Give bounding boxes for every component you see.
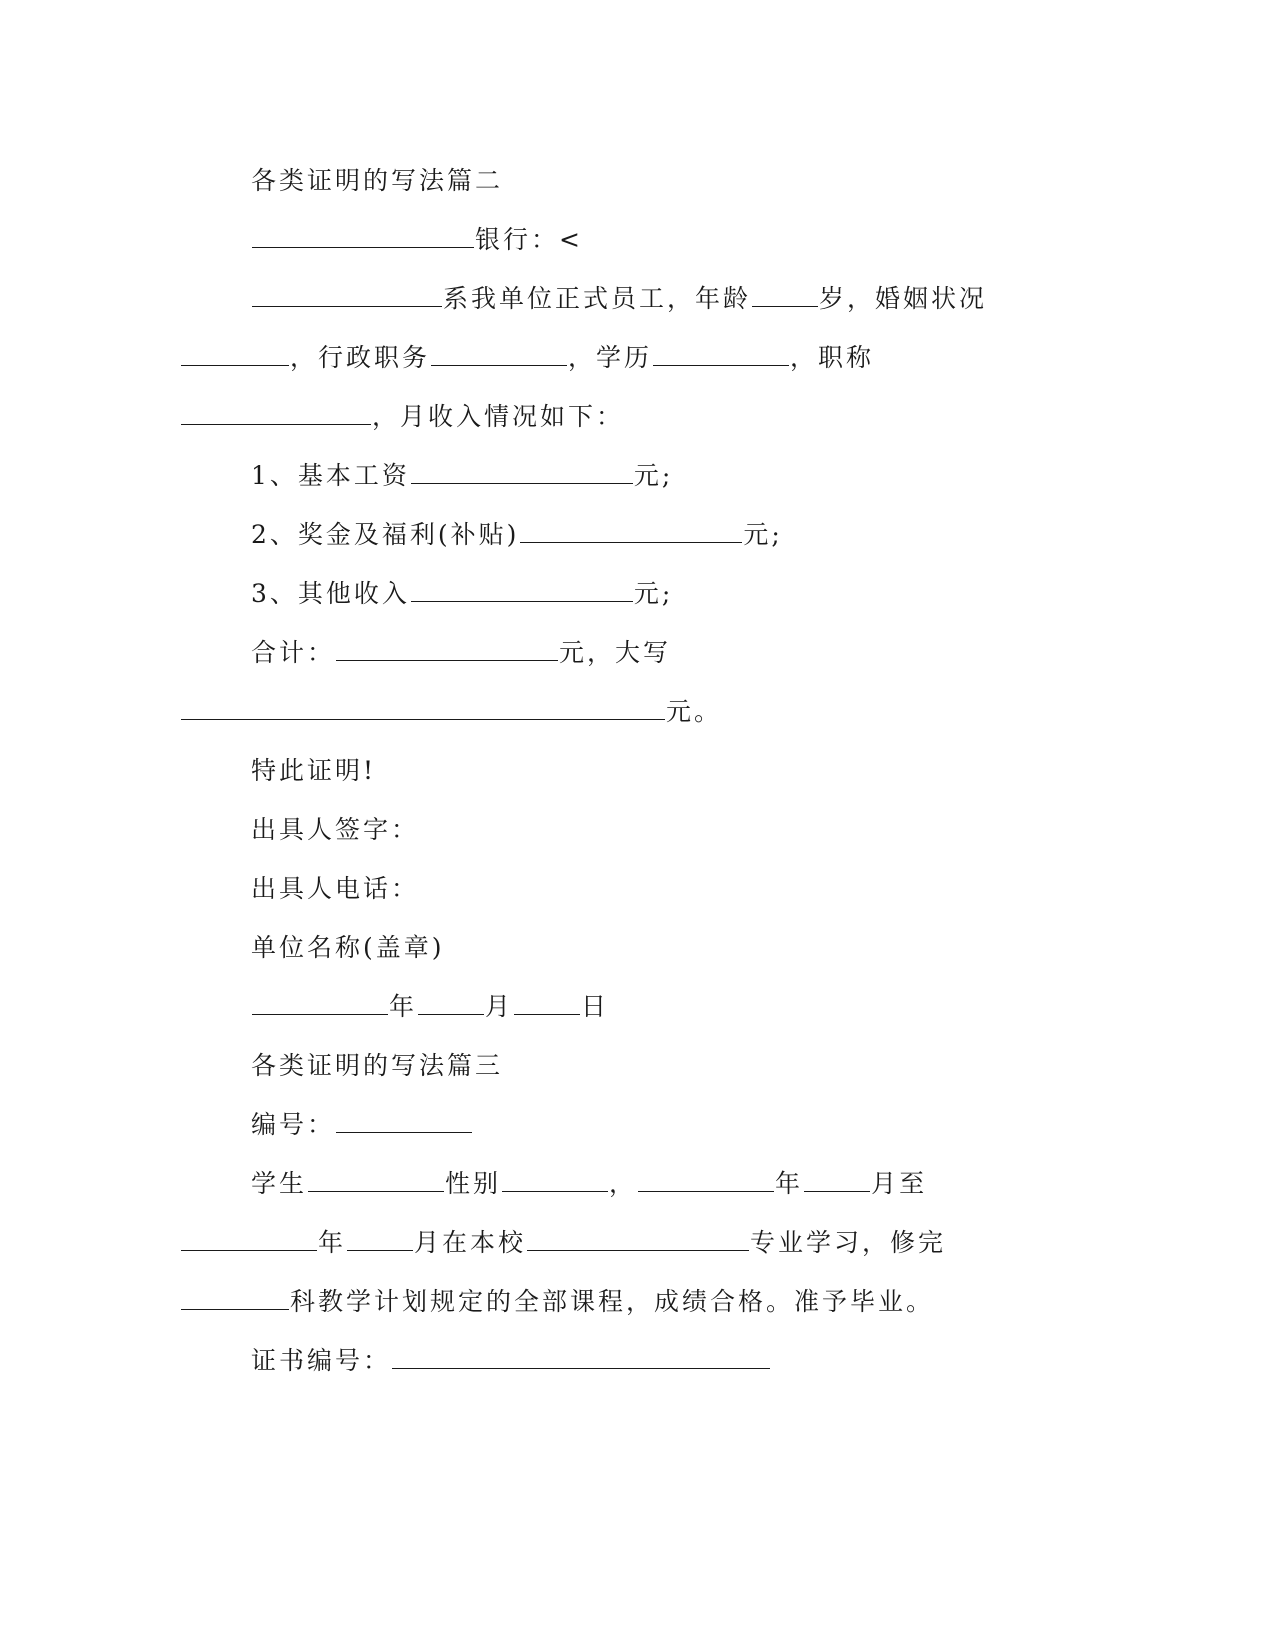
section-heading-2: 各类证明的写法篇二 [251, 166, 504, 195]
end-month-blank [347, 1228, 413, 1251]
graduation-line: 科教学计划规定的全部课程，成绩合格。准予毕业。 [180, 1285, 934, 1319]
income-intro-line: ，月收入情况如下： [180, 400, 624, 434]
income-item-2: 2、奖金及福利(补贴) 元; [251, 520, 783, 549]
signer-line: 出具人签字： [251, 815, 420, 844]
gender-blank [502, 1169, 608, 1192]
day-blank [514, 992, 580, 1015]
start-month-blank [804, 1169, 870, 1192]
section-heading-3: 各类证明的写法篇三 [251, 1051, 504, 1080]
base-salary-blank [411, 461, 633, 484]
total-uppercase-line: 元。 [180, 695, 722, 729]
number-blank [336, 1110, 472, 1133]
bank-line: 银行：< [251, 223, 583, 257]
total-uppercase-blank [181, 697, 665, 720]
employee-name-blank [252, 284, 442, 307]
age-blank [752, 284, 818, 307]
total-blank [336, 638, 558, 661]
org-line: 单位名称(盖章) [251, 933, 445, 962]
income-item-1: 1、基本工资 元; [251, 461, 674, 490]
certificate-number-line: 证书编号： [251, 1344, 771, 1378]
student-line: 学生 性别 ， 年 月至 [251, 1169, 928, 1198]
total-line: 合计： 元，大写 [251, 638, 672, 667]
year-blank [252, 992, 388, 1015]
student-name-blank [308, 1169, 444, 1192]
marital-status-blank [181, 343, 289, 366]
education-blank [653, 343, 789, 366]
certificate-number-blank [392, 1346, 770, 1369]
number-line: 编号： [251, 1108, 473, 1142]
major-blank [527, 1228, 749, 1251]
phone-line: 出具人电话： [251, 874, 420, 903]
study-period-line: 年 月在本校 专业学习，修完 [180, 1226, 946, 1260]
start-year-blank [638, 1169, 774, 1192]
position-blank [431, 343, 567, 366]
position-line: ，行政职务 ，学历 ，职称 [180, 341, 874, 375]
other-income-blank [411, 579, 633, 602]
employee-line: 系我单位正式员工，年龄 岁，婚姻状况 [251, 282, 987, 316]
degree-level-blank [181, 1287, 289, 1310]
bonus-blank [520, 520, 742, 543]
date-line: 年 月 日 [251, 990, 609, 1024]
title-blank [181, 402, 371, 425]
bank-name-blank [252, 225, 474, 248]
income-item-3: 3、其他收入 元; [251, 579, 674, 608]
end-year-blank [181, 1228, 317, 1251]
certify-line: 特此证明! [251, 756, 377, 785]
month-blank [418, 992, 484, 1015]
